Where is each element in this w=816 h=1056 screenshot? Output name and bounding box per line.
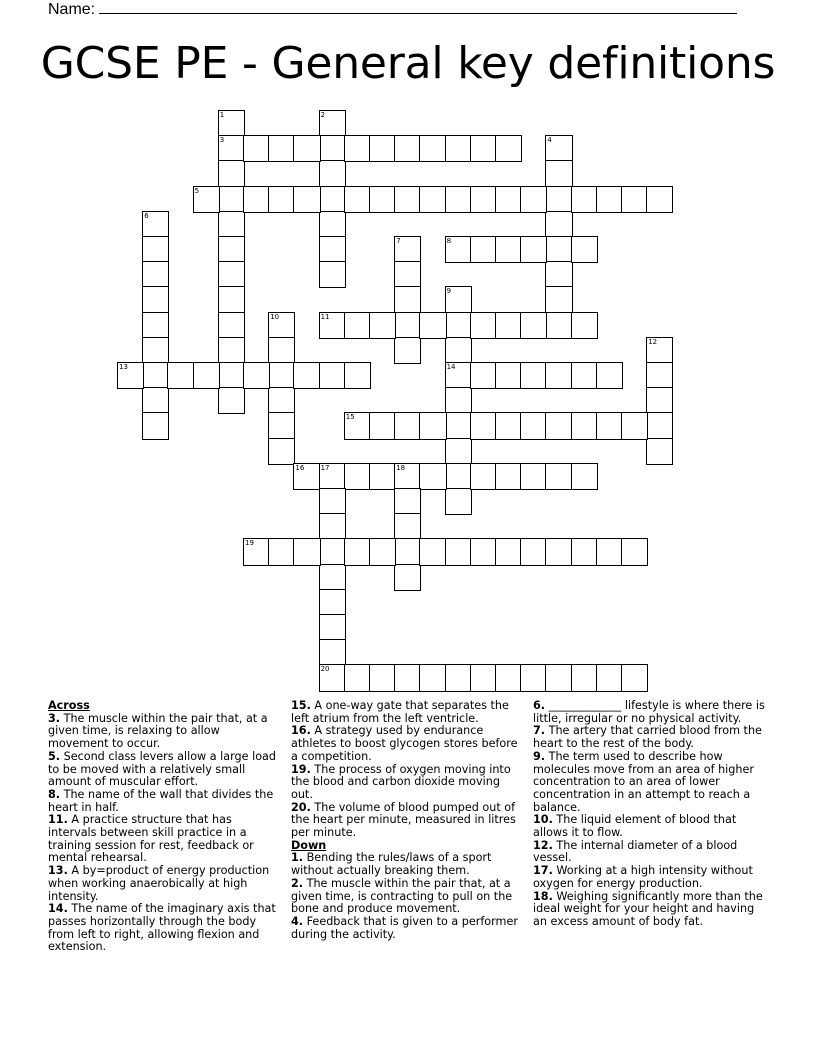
grid-cell[interactable] — [369, 312, 396, 339]
grid-cell[interactable] — [545, 312, 572, 339]
grid-cell[interactable] — [596, 664, 623, 691]
grid-cell[interactable] — [495, 236, 522, 263]
grid-cell[interactable] — [268, 186, 295, 213]
grid-cell[interactable] — [545, 236, 572, 263]
clue-number: 19 — [245, 539, 254, 548]
grid-cell[interactable] — [495, 312, 522, 339]
grid-cell[interactable] — [142, 286, 169, 313]
clues-column-2 — [291, 700, 523, 941]
grid-cell[interactable] — [445, 186, 472, 213]
clue-down-4: 4. Feedback that is given to a performer during the activity. — [291, 914, 518, 941]
clue-down-1: 1. Bending the rules/laws of a sport without actually breaking them. — [291, 851, 492, 878]
grid-cell[interactable] — [445, 135, 472, 162]
grid-cell[interactable] — [142, 261, 169, 288]
clue-number: 5 — [194, 186, 200, 195]
grid-cell[interactable] — [243, 362, 270, 389]
clue-down-10: 10. The liquid element of blood that allows it to flow. — [533, 813, 737, 840]
clue-across-5: 5. Second class levers allow a large load to be moved with a relatively small amount of muscular effort. — [48, 749, 276, 789]
clue-number: 15 — [345, 413, 355, 422]
grid-cell[interactable] — [344, 664, 371, 691]
clue-number: 8 — [446, 237, 452, 245]
clue-across-16: 16. A strategy used by endurance athletes to boost glycogen stores before a competition. — [291, 724, 518, 763]
clue-down-2: 2. The muscle within the pair that, at a given time, is contracting to pull on the bone and produce movement. — [291, 876, 513, 916]
grid-cell[interactable] — [495, 412, 522, 439]
grid-cell[interactable] — [394, 564, 421, 591]
grid-cell[interactable] — [596, 538, 623, 565]
grid-cell[interactable] — [621, 412, 648, 439]
grid-cell[interactable] — [268, 135, 295, 162]
grid-cell[interactable] — [293, 362, 320, 389]
grid-cell[interactable] — [394, 412, 421, 439]
grid-cell[interactable] — [218, 362, 245, 389]
clue-number: 13 — [119, 363, 128, 371]
grid-cell[interactable] — [545, 286, 572, 313]
grid-cell[interactable] — [268, 412, 295, 439]
grid-cell[interactable] — [319, 186, 346, 213]
grid-cell[interactable] — [218, 211, 245, 238]
grid-cell[interactable] — [419, 538, 446, 565]
grid-cell[interactable] — [218, 312, 245, 339]
grid-cell[interactable] — [495, 362, 522, 389]
grid-cell[interactable] — [646, 412, 673, 439]
grid-cell[interactable] — [495, 664, 522, 691]
page-title: GCSE PE - General key definitions — [40, 38, 776, 89]
clue-across-11: 11. A practice structure that has intervals between skill practice in a training session for rest, feedback or mental rehearsal. — [48, 813, 254, 865]
grid-cell[interactable] — [419, 664, 446, 691]
grid-cell[interactable] — [520, 312, 547, 339]
grid-cell[interactable] — [571, 538, 598, 565]
grid-cell[interactable] — [445, 312, 472, 339]
grid-cell[interactable] — [394, 286, 421, 313]
grid-cell[interactable] — [571, 236, 598, 263]
grid-cell[interactable] — [545, 664, 572, 691]
grid-cell[interactable] — [445, 387, 472, 414]
grid-cell[interactable] — [394, 664, 421, 691]
clue-number: 9 — [446, 287, 452, 296]
name-underline[interactable] — [99, 0, 737, 14]
clue-down-9: 9. The term used to describe how molecules move from an area of higher concentration to an area of lower concentration in an attempt to reach a balance. — [533, 749, 754, 814]
grid-cell[interactable] — [218, 160, 245, 187]
clue-down-7: 7. The artery that carried blood from the heart to the rest of the body. — [533, 724, 762, 751]
grid-cell[interactable] — [520, 664, 547, 691]
grid-cell[interactable] — [545, 160, 572, 187]
clue-number: 18 — [396, 463, 406, 472]
name-label: Name: — [48, 1, 96, 18]
grid-cell[interactable] — [596, 362, 623, 389]
grid-cell[interactable] — [142, 337, 169, 364]
grid-cell[interactable] — [394, 312, 421, 339]
grid-cell[interactable] — [243, 186, 270, 213]
grid-cell[interactable] — [495, 135, 522, 162]
grid-cell[interactable] — [571, 312, 598, 339]
grid-cell[interactable] — [344, 538, 371, 565]
grid-cell[interactable] — [268, 538, 295, 565]
grid-cell[interactable] — [369, 412, 396, 439]
grid-cell[interactable] — [142, 362, 169, 389]
grid-cell[interactable] — [319, 362, 346, 389]
clue-number: 3 — [219, 136, 225, 145]
grid-cell[interactable] — [319, 589, 346, 616]
grid-cell[interactable] — [571, 463, 598, 490]
grid-cell[interactable] — [470, 412, 497, 439]
grid-cell[interactable] — [445, 463, 472, 490]
grid-cell[interactable] — [218, 387, 245, 414]
grid-cell[interactable] — [142, 387, 169, 414]
grid-cell[interactable] — [621, 538, 648, 565]
clue-number: 7 — [396, 237, 401, 245]
grid-cell[interactable] — [293, 186, 320, 213]
grid-cell[interactable] — [293, 135, 320, 162]
grid-cell[interactable] — [419, 312, 446, 339]
grid-cell[interactable] — [520, 186, 547, 213]
clue-number: 16 — [295, 463, 305, 472]
clue-across-15: 15. A one-way gate that separates the left atrium from the left ventricle. — [291, 699, 509, 725]
grid-cell[interactable] — [344, 186, 371, 213]
grid-cell[interactable] — [319, 236, 346, 263]
grid-cell[interactable] — [520, 412, 547, 439]
grid-cell[interactable] — [419, 186, 446, 213]
grid-cell[interactable] — [268, 438, 295, 465]
grid-cell[interactable] — [545, 261, 572, 288]
grid-cell[interactable] — [545, 211, 572, 238]
grid-cell[interactable] — [545, 412, 572, 439]
grid-cell[interactable] — [218, 286, 245, 313]
grid-cell[interactable] — [646, 387, 673, 414]
grid-cell[interactable] — [495, 186, 522, 213]
clue-number: 17 — [320, 463, 330, 472]
clue-number: 2 — [320, 111, 326, 119]
grid-cell[interactable] — [319, 135, 346, 162]
grid-cell[interactable] — [193, 362, 220, 389]
clues-column-3 — [533, 700, 765, 929]
grid-cell[interactable] — [571, 412, 598, 439]
grid-cell[interactable] — [520, 463, 547, 490]
grid-cell[interactable] — [369, 186, 396, 213]
grid-cell[interactable] — [319, 160, 346, 187]
grid-cell[interactable] — [369, 664, 396, 691]
clue-number: 20 — [320, 665, 330, 674]
clue-number: 6 — [144, 211, 149, 220]
grid-cell[interactable] — [319, 614, 346, 641]
grid-cell[interactable] — [470, 664, 497, 691]
grid-cell[interactable] — [571, 664, 598, 691]
grid-cell[interactable] — [319, 538, 346, 565]
grid-cell[interactable] — [596, 186, 623, 213]
grid-cell[interactable] — [369, 538, 396, 565]
clue-down-6: 6. _____________ lifestyle is where there is little, irregular or no physical activity. — [533, 699, 765, 725]
clue-number: 12 — [648, 337, 658, 346]
grid-cell[interactable] — [142, 412, 169, 439]
grid-cell[interactable] — [369, 463, 396, 490]
grid-cell[interactable] — [621, 186, 648, 213]
clue-number: 1 — [219, 111, 225, 119]
grid-cell[interactable] — [268, 337, 295, 364]
across-heading: Across — [48, 699, 90, 712]
clue-number: 4 — [547, 136, 552, 145]
grid-cell[interactable] — [646, 438, 673, 465]
grid-cell[interactable] — [218, 186, 245, 213]
clue-number: 10 — [270, 312, 280, 321]
grid-cell[interactable] — [419, 412, 446, 439]
grid-cell[interactable] — [470, 312, 497, 339]
grid-cell[interactable] — [520, 362, 547, 389]
grid-cell[interactable] — [470, 236, 497, 263]
grid-cell[interactable] — [319, 639, 346, 666]
clue-across-3: 3. The muscle within the pair that, at a given time, is relaxing to allow movement to occur. — [48, 711, 268, 751]
clue-down-18: 18. Weighing significantly more than the ideal weight for your height and having an excess amount of body fat. — [533, 889, 763, 928]
grid-cell[interactable] — [445, 438, 472, 465]
grid-cell[interactable] — [646, 362, 673, 389]
clue-down-12: 12. The internal diameter of a blood vessel. — [533, 838, 738, 865]
grid-cell[interactable] — [495, 463, 522, 490]
grid-cell[interactable] — [394, 538, 421, 565]
grid-cell[interactable] — [445, 488, 472, 515]
grid-cell[interactable] — [142, 312, 169, 339]
grid-cell[interactable] — [167, 362, 194, 389]
grid-cell[interactable] — [268, 387, 295, 414]
clue-down-17: 17. Working at a high intensity without oxygen for energy production. — [533, 864, 753, 890]
grid-cell[interactable] — [142, 236, 169, 263]
grid-cell[interactable] — [571, 362, 598, 389]
grid-cell[interactable] — [545, 186, 572, 213]
grid-cell[interactable] — [344, 312, 371, 339]
grid-cell[interactable] — [319, 261, 346, 288]
grid-cell[interactable] — [445, 664, 472, 691]
clue-across-20: 20. The volume of blood pumped out of the heart per minute, measured in litres per minute. — [291, 800, 516, 840]
clues-column-1 — [48, 700, 280, 954]
grid-cell[interactable] — [419, 463, 446, 490]
clue-across-13: 13. A by=product of energy production when working anaerobically at high intensity. — [48, 864, 270, 903]
grid-cell[interactable] — [470, 186, 497, 213]
grid-cell[interactable] — [571, 186, 598, 213]
grid-cell[interactable] — [470, 135, 497, 162]
grid-cell[interactable] — [394, 513, 421, 540]
grid-cell[interactable] — [621, 664, 648, 691]
clue-across-19: 19. The process of oxygen moving into the blood and carbon dioxide moving out. — [291, 762, 511, 801]
grid-cell[interactable] — [445, 538, 472, 565]
grid-cell[interactable] — [319, 564, 346, 591]
grid-cell[interactable] — [394, 337, 421, 364]
grid-cell[interactable] — [319, 513, 346, 540]
clue-number: 11 — [320, 312, 330, 321]
grid-cell[interactable] — [470, 362, 497, 389]
clue-across-14: 14. The name of the imaginary axis that passes horizontally through the body from left to right, allowing flexion and extension. — [48, 902, 276, 954]
grid-cell[interactable] — [520, 538, 547, 565]
name-field[interactable] — [48, 0, 737, 19]
grid-cell[interactable] — [394, 488, 421, 515]
grid-cell[interactable] — [218, 337, 245, 364]
grid-cell[interactable] — [344, 362, 371, 389]
grid-cell[interactable] — [319, 488, 346, 515]
grid-cell[interactable] — [470, 538, 497, 565]
grid-cell[interactable] — [293, 538, 320, 565]
grid-cell[interactable] — [218, 236, 245, 263]
grid-cell[interactable] — [646, 186, 673, 213]
grid-cell[interactable] — [218, 261, 245, 288]
grid-cell[interactable] — [545, 362, 572, 389]
grid-cell[interactable] — [596, 412, 623, 439]
grid-cell[interactable] — [495, 538, 522, 565]
grid-cell[interactable] — [394, 135, 421, 162]
grid-cell[interactable] — [520, 236, 547, 263]
clue-across-8: 8. The name of the wall that divides the heart in half. — [48, 787, 274, 814]
grid-cell[interactable] — [319, 211, 346, 238]
grid-cell[interactable] — [268, 362, 295, 389]
grid-cell[interactable] — [344, 463, 371, 490]
grid-cell[interactable] — [470, 463, 497, 490]
grid-cell[interactable] — [344, 135, 371, 162]
grid-cell[interactable] — [445, 412, 472, 439]
grid-cell[interactable] — [369, 135, 396, 162]
down-heading: Down — [291, 838, 327, 852]
grid-cell[interactable] — [394, 261, 421, 288]
grid-cell[interactable] — [545, 538, 572, 565]
grid-cell[interactable] — [445, 337, 472, 364]
grid-cell[interactable] — [545, 463, 572, 490]
grid-cell[interactable] — [243, 135, 270, 162]
grid-cell[interactable] — [394, 186, 421, 213]
grid-cell[interactable] — [419, 135, 446, 162]
clue-number: 14 — [446, 363, 456, 371]
